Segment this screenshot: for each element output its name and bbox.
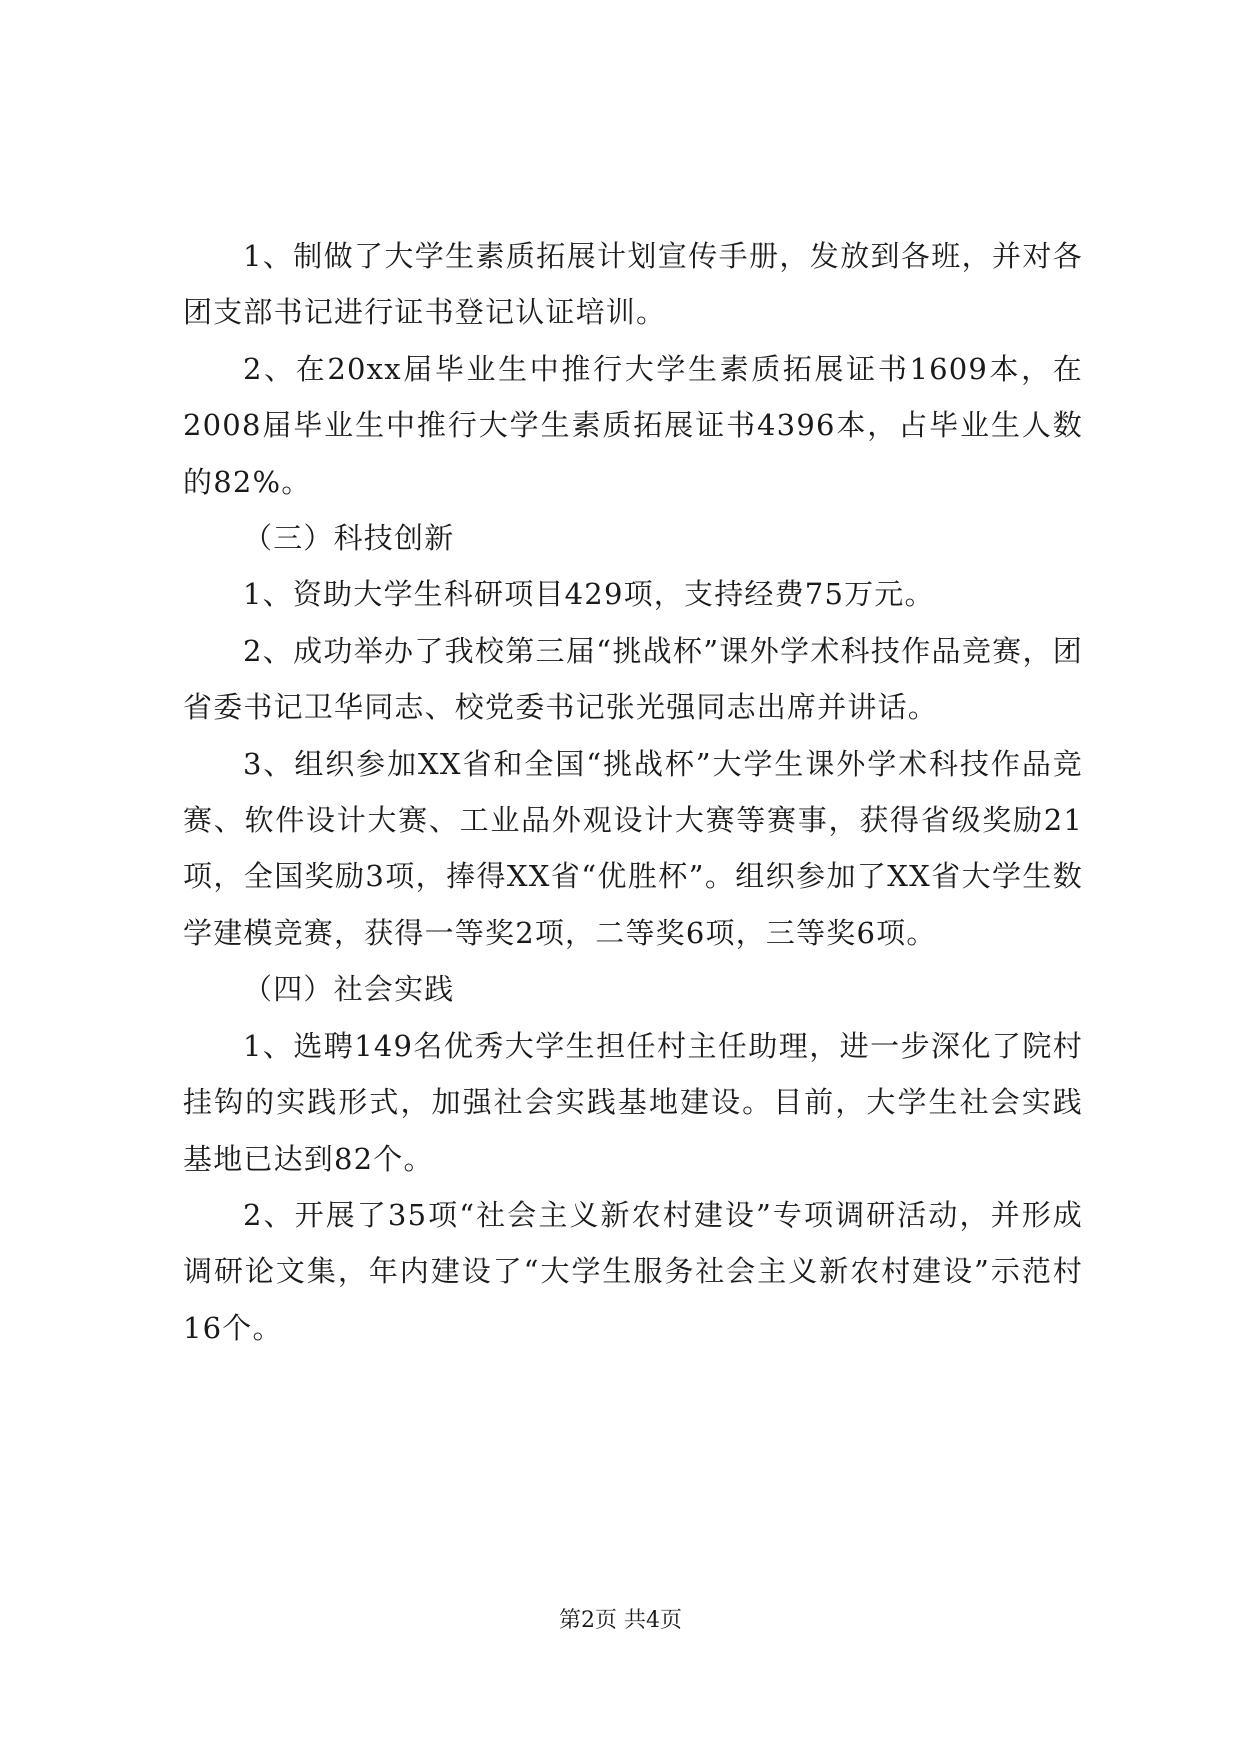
item-2-certificates: 2、在20xx届毕业生中推行大学生素质拓展证书1609本，在2008届毕业生中推行大学生素质拓展证书4396本，占毕业生人数的82%。 xyxy=(183,351,1083,499)
section-heading-social-practice: （四）社会实践 xyxy=(243,972,455,1007)
page-number-footer: 第2页 共4页 xyxy=(559,1608,682,1633)
section-heading-tech-innovation: （三）科技创新 xyxy=(243,521,455,556)
item-2-challenge-cup: 2、成功举办了我校第三届“挑战杯”课外学术科技作品竞赛，团省委书记卫华同志、校党委书记张光强同志出席并讲话。 xyxy=(183,633,1083,725)
item-1-village-assistants: 1、选聘149名优秀大学生担任村主任助理，进一步深化了院村挂钩的实践形式，加强社会实践基地建设。目前，大学生社会实践基地已达到82个。 xyxy=(183,1028,1083,1176)
document-body xyxy=(183,228,1083,1356)
item-1-research-funding: 1、资助大学生科研项目429项，支持经费75万元。 xyxy=(243,577,935,612)
item-3-competitions: 3、组织参加XX省和全国“挑战杯”大学生课外学术科技作品竞赛、软件设计大赛、工业品外观设计大赛等赛事，获得省级奖励21项，全国奖励3项，捧得XX省“优胜杯”。组织参加了XX省大学生数学建模竞赛，获得一等奖2项，二等奖6项，三等奖6项。 xyxy=(183,746,1083,950)
item-1-handbook: 1、制做了大学生素质拓展计划宣传手册，发放到各班，并对各团支部书记进行证书登记认证培训。 xyxy=(183,239,1083,330)
item-2-rural-research: 2、开展了35项“社会主义新农村建设”专项调研活动，并形成调研论文集，年内建设了“大学生服务社会主义新农村建设”示范村16个。 xyxy=(183,1197,1083,1345)
